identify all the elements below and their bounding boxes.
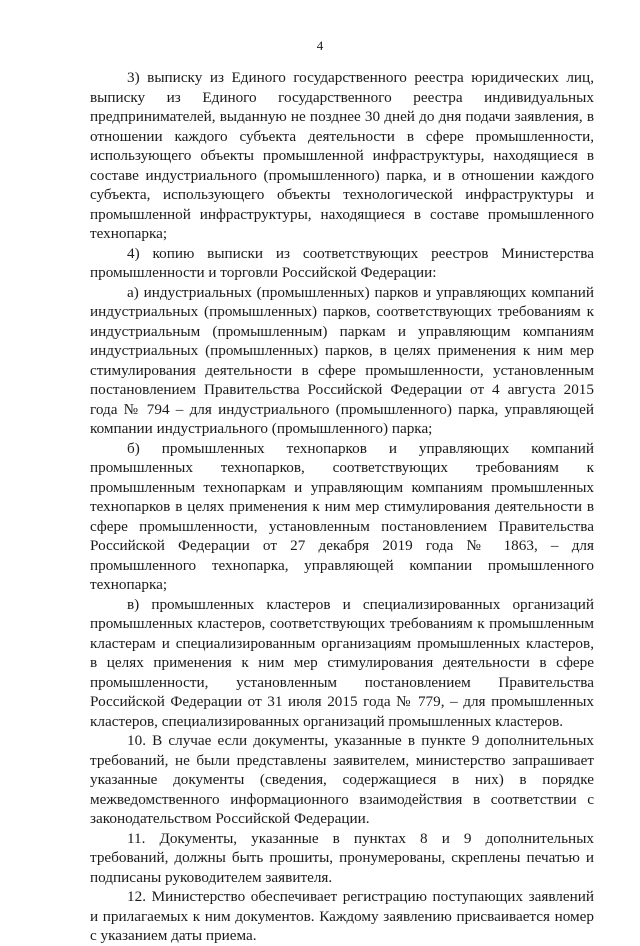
paragraph-subitem-v: в) промышленных кластеров и специализированных организаций промышленных кластеров, соответствующих требованиям к промышленным кластерам и специализированным организациям промышленных кластеров, в целях применения к ним мер стимулирования деятельности в сфере промышленности, установленным постановлением Правительства Российской Федерации от 31 июля 2015 года № 779, – для промышленных кластеров, специализированных организаций промышленных кластеров. xyxy=(90,595,594,730)
document-body xyxy=(90,68,594,946)
paragraph-item-4: 4) копию выписки из соответствующих реестров Министерства промышленности и торговли Российской Федерации: xyxy=(90,244,594,281)
page-number: 4 xyxy=(316,38,324,53)
paragraph-item-3: 3) выписку из Единого государственного реестра юридических лиц, выписку из Единого государственного реестра индивидуальных предпринимателей, выданную не позднее 30 дней до дня подачи заявления, в отношении каждого субъекта деятельности в сфере промышленности, использующего объекты промышленной инфраструктуры, находящиеся в составе индустриального (промышленного) парка, и в отношении каждого субъекта, использующего объекты технологической инфраструктуры и промышленной инфраструктуры, находящиеся в составе промышленного технопарка; xyxy=(90,69,594,242)
paragraph-clause-10: 10. В случае если документы, указанные в пункте 9 дополнительных требований, не были представлены заявителем, министерство запрашивает указанные документы (сведения, содержащиеся в них) в порядке межведомственного информационного взаимодействия в соответствии с законодательством Российской Федерации. xyxy=(90,732,594,827)
paragraph-subitem-b: б) промышленных технопарков и управляющих компаний промышленных технопарков, соответствующих требованиям к промышленным технопаркам и управляющим компаниям промышленных технопарков в целях применения к ним мер стимулирования деятельности в сфере промышленности, установленным постановлением Правительства Российской Федерации от 27 декабря 2019 года № 1863, – для промышленного технопарка, управляющей компании промышленного технопарка; xyxy=(90,439,594,593)
paragraph-subitem-a: а) индустриальных (промышленных) парков и управляющих компаний индустриальных (промышленных) парков, соответствующих требованиям к индустриальным (промышленным) паркам и управляющим компаниям индустриальных (промышленных) парков, в целях применения к ним мер стимулирования деятельности в сфере промышленности, установленным постановлением Правительства Российской Федерации от 4 августа 2015 года № 794 – для индустриального (промышленного) парка, управляющей компании индустриального (промышленного) парка; xyxy=(90,283,594,437)
paragraph-clause-11: 11. Документы, указанные в пунктах 8 и 9 дополнительных требований, должны быть прошиты, пронумерованы, скреплены печатью и подписаны руководителем заявителя. xyxy=(90,829,594,886)
paragraph-clause-12: 12. Министерство обеспечивает регистрацию поступающих заявлений и прилагаемых к ним документов. Каждому заявлению присваивается номер с указанием даты приема. xyxy=(90,888,594,944)
